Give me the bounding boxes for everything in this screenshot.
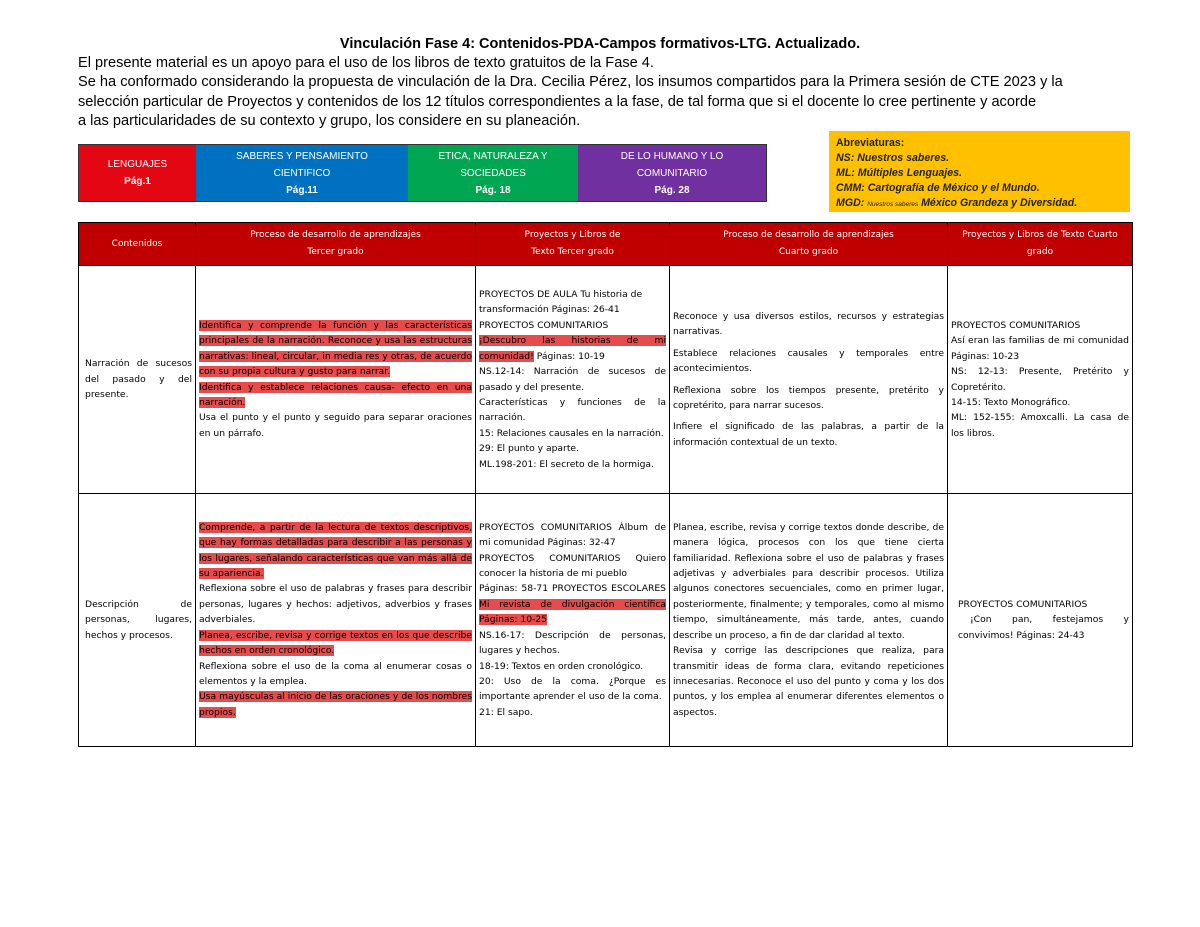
intro-line: a las particularidades de su contexto y grupo, los considere en su planeación. xyxy=(78,113,581,130)
highlighted-text: Identifica y comprende la función y las características principales de la narración. Reconoce y usa las estructuras narrativas: lineal, circular, in media res y otras, de acuerdo con su propia cultura y gusto para narrar. xyxy=(199,319,472,378)
highlighted-text: Mi revista de divulgación científica Páginas: 10-25 xyxy=(479,598,666,626)
books3-cell: PROYECTOS COMUNITARIOS Álbum de mi comunidad Páginas: 32-47 PROYECTOS COMUNITARIOS Quiero conocer la historia de mi pueblo Páginas: 58-71 PROYECTOS ESCOLARES Mi revista de divulgación científica Páginas: 10-25 NS.16-17: Descripción de personas, lugares y hechos. 18-19: Textos en orden cronológico. 20: Uso de la coma. ¿Porque es importante aprender el uso de la coma. 21: El sapo. xyxy=(476,494,670,747)
pda3-cell xyxy=(196,266,476,494)
field-lenguajes xyxy=(79,145,196,201)
field-page: Pág.1 xyxy=(124,176,151,187)
header-pda-4: Proceso de desarrollo de aprendizajes Cuarto grado xyxy=(670,223,948,266)
field-saberes xyxy=(196,145,408,201)
table-row xyxy=(79,266,1133,494)
highlighted-text: Comprende, a partir de la lectura de textos descriptivos, que hay formas detalladas para describir a las personas y los lugares, señalando características que van más allá de su apariencia. xyxy=(199,521,472,580)
header-pda-3: Proceso de desarrollo de aprendizajes Tercer grado xyxy=(196,223,476,266)
page-title: Vinculación Fase 4: Contenidos-PDA-Campos formativos-LTG. Actualizado. xyxy=(339,36,861,52)
field-page: Pág. 28 xyxy=(654,184,690,196)
pda3-cell: Comprende, a partir de la lectura de textos descriptivos, que hay formas detalladas para describir a las personas y los lugares, señalando características que van más allá de su apariencia. Reflexiona sobre el uso de palabras y frases para describir personas, lugares y hechos: adjetivos, adverbios y frases adverbiales. Planea, escribe, revisa y corrige textos en los que describe hechos en orden cronológico. Reflexiona sobre el uso de la coma al enumerar cosas o elementos y la emplea. Usa mayúsculas al inicio de las oraciones y de los nombres propios. xyxy=(196,494,476,747)
field-page: Pág.11 xyxy=(286,184,318,196)
field-etica xyxy=(408,145,578,201)
header-contenidos: Contenidos xyxy=(79,223,196,266)
highlighted-text: ¡Descubro las historias de mi comunidad! xyxy=(479,335,666,362)
abbreviations-box xyxy=(829,131,1130,212)
books4-cell: PROYECTOS COMUNITARIOS Así eran las familias de mi comunidad Páginas: 10-23 NS: 12-13: Presente, Pretérito y Copretérito. 14-15: Texto Monográfico. ML: 152-155: Amoxcalli. La casa de los libros. xyxy=(948,266,1133,494)
abbreviation-item: MGD: Nuestros saberes México Grandeza y Diversidad. xyxy=(836,197,1078,209)
field-name: SABERES Y PENSAMIENTO CIENTIFICO xyxy=(236,150,368,179)
header-books-3: Proyectos y Libros de Texto Tercer grado xyxy=(476,223,670,266)
abbreviation-item: ML: Múltiples Lenguajes. xyxy=(836,167,962,179)
formative-fields-bar xyxy=(78,144,767,202)
field-name: DE LO HUMANO Y LO COMUNITARIO xyxy=(620,150,724,179)
content-cell: Narración de sucesos del pasado y del presente. xyxy=(79,266,196,494)
header-books-4: Proyectos y Libros de Texto Cuarto grado xyxy=(948,223,1133,266)
table-row xyxy=(79,494,1133,747)
abbreviations-heading: Abreviaturas: xyxy=(836,137,905,149)
field-name: ETICA, NATURALEZA Y SOCIEDADES xyxy=(438,150,548,179)
intro-paragraph xyxy=(78,54,1118,132)
table-header-row xyxy=(79,223,1133,266)
cell-text: Usa el punto y el punto y seguido para separar oraciones en un párrafo. xyxy=(199,412,472,439)
abbreviation-item: NS: Nuestros saberes. xyxy=(836,152,950,164)
pda4-cell: Planea, escribe, revisa y corrige textos donde describe, de manera lógica, procesos con los que tiene cierta familiaridad. Reflexiona sobre el uso de palabras y frases adjetivas y adverbiales para describir procesos. Utiliza algunos conectores secuenciales, como en primer lugar, posteriormente, finalmente; y temporales, como al mismo tiempo, simultáneamente, más tarde, antes, cuando describe un proceso, a fin de dar claridad al texto. Revisa y corrige las descripciones que realiza, para transmitir ideas de forma clara, evitando repeticiones innecesarias. Reconoce el uso del punto y coma y los dos puntos, y los emplea al enumerar diferentes elementos o aspectos. xyxy=(670,494,948,747)
field-humano xyxy=(578,145,766,201)
abbreviation-item: CMM: Cartografía de México y el Mundo. xyxy=(836,182,1040,194)
intro-line: selección particular de Proyectos y contenidos de los 12 títulos correspondientes a la fase, de tal forma que si el docente lo cree pertinente y acorde xyxy=(78,93,1037,110)
books3-cell: PROYECTOS DE AULA Tu historia de transformación Páginas: 26-41 PROYECTOS COMUNITARIOS ¡Descubro las historias de mi comunidad! Páginas: 10-19 NS.12-14: Narración de sucesos de pasado y del presente. Características y funciones de la narración. 15: Relaciones causales en la narración. 29: El punto y aparte. ML.198-201: El secreto de la hormiga. xyxy=(476,266,670,494)
field-name: LENGUAJES xyxy=(107,159,168,170)
intro-line: El presente material es un apoyo para el uso de los libros de texto gratuitos de la Fase 4. xyxy=(78,55,654,71)
content-cell: Descripción de personas, lugares, hechos y procesos. xyxy=(79,494,196,747)
highlighted-text: Usa mayúsculas al inicio de las oraciones y de los nombres propios. xyxy=(199,691,472,718)
intro-line: Se ha conformado considerando la propuesta de vinculación de la Dra. Cecilia Pérez, los insumos compartidos para la Primera sesión de CTE 2023 y la xyxy=(78,74,1063,91)
linkage-table xyxy=(78,222,1133,747)
highlighted-text: Planea, escribe, revisa y corrige textos en los que describe hechos en orden cronológico. xyxy=(199,629,472,657)
highlighted-text: Identifica y establece relaciones causa- efecto en una narración. xyxy=(199,381,472,408)
field-page: Pág. 18 xyxy=(475,184,511,196)
books4-cell: PROYECTOS COMUNITARIOS ¡Con pan, festejamos y convivimos! Páginas: 24-43 xyxy=(948,494,1133,747)
pda4-cell: Reconoce y usa diversos estilos, recursos y estrategias narrativas. Establece relaciones causales y temporales entre acontecimientos. Reflexiona sobre los tiempos presente, pretérito y copretérito, para narrar sucesos. Infiere el significado de las palabras, a partir de la información contextual de un texto. xyxy=(670,266,948,494)
